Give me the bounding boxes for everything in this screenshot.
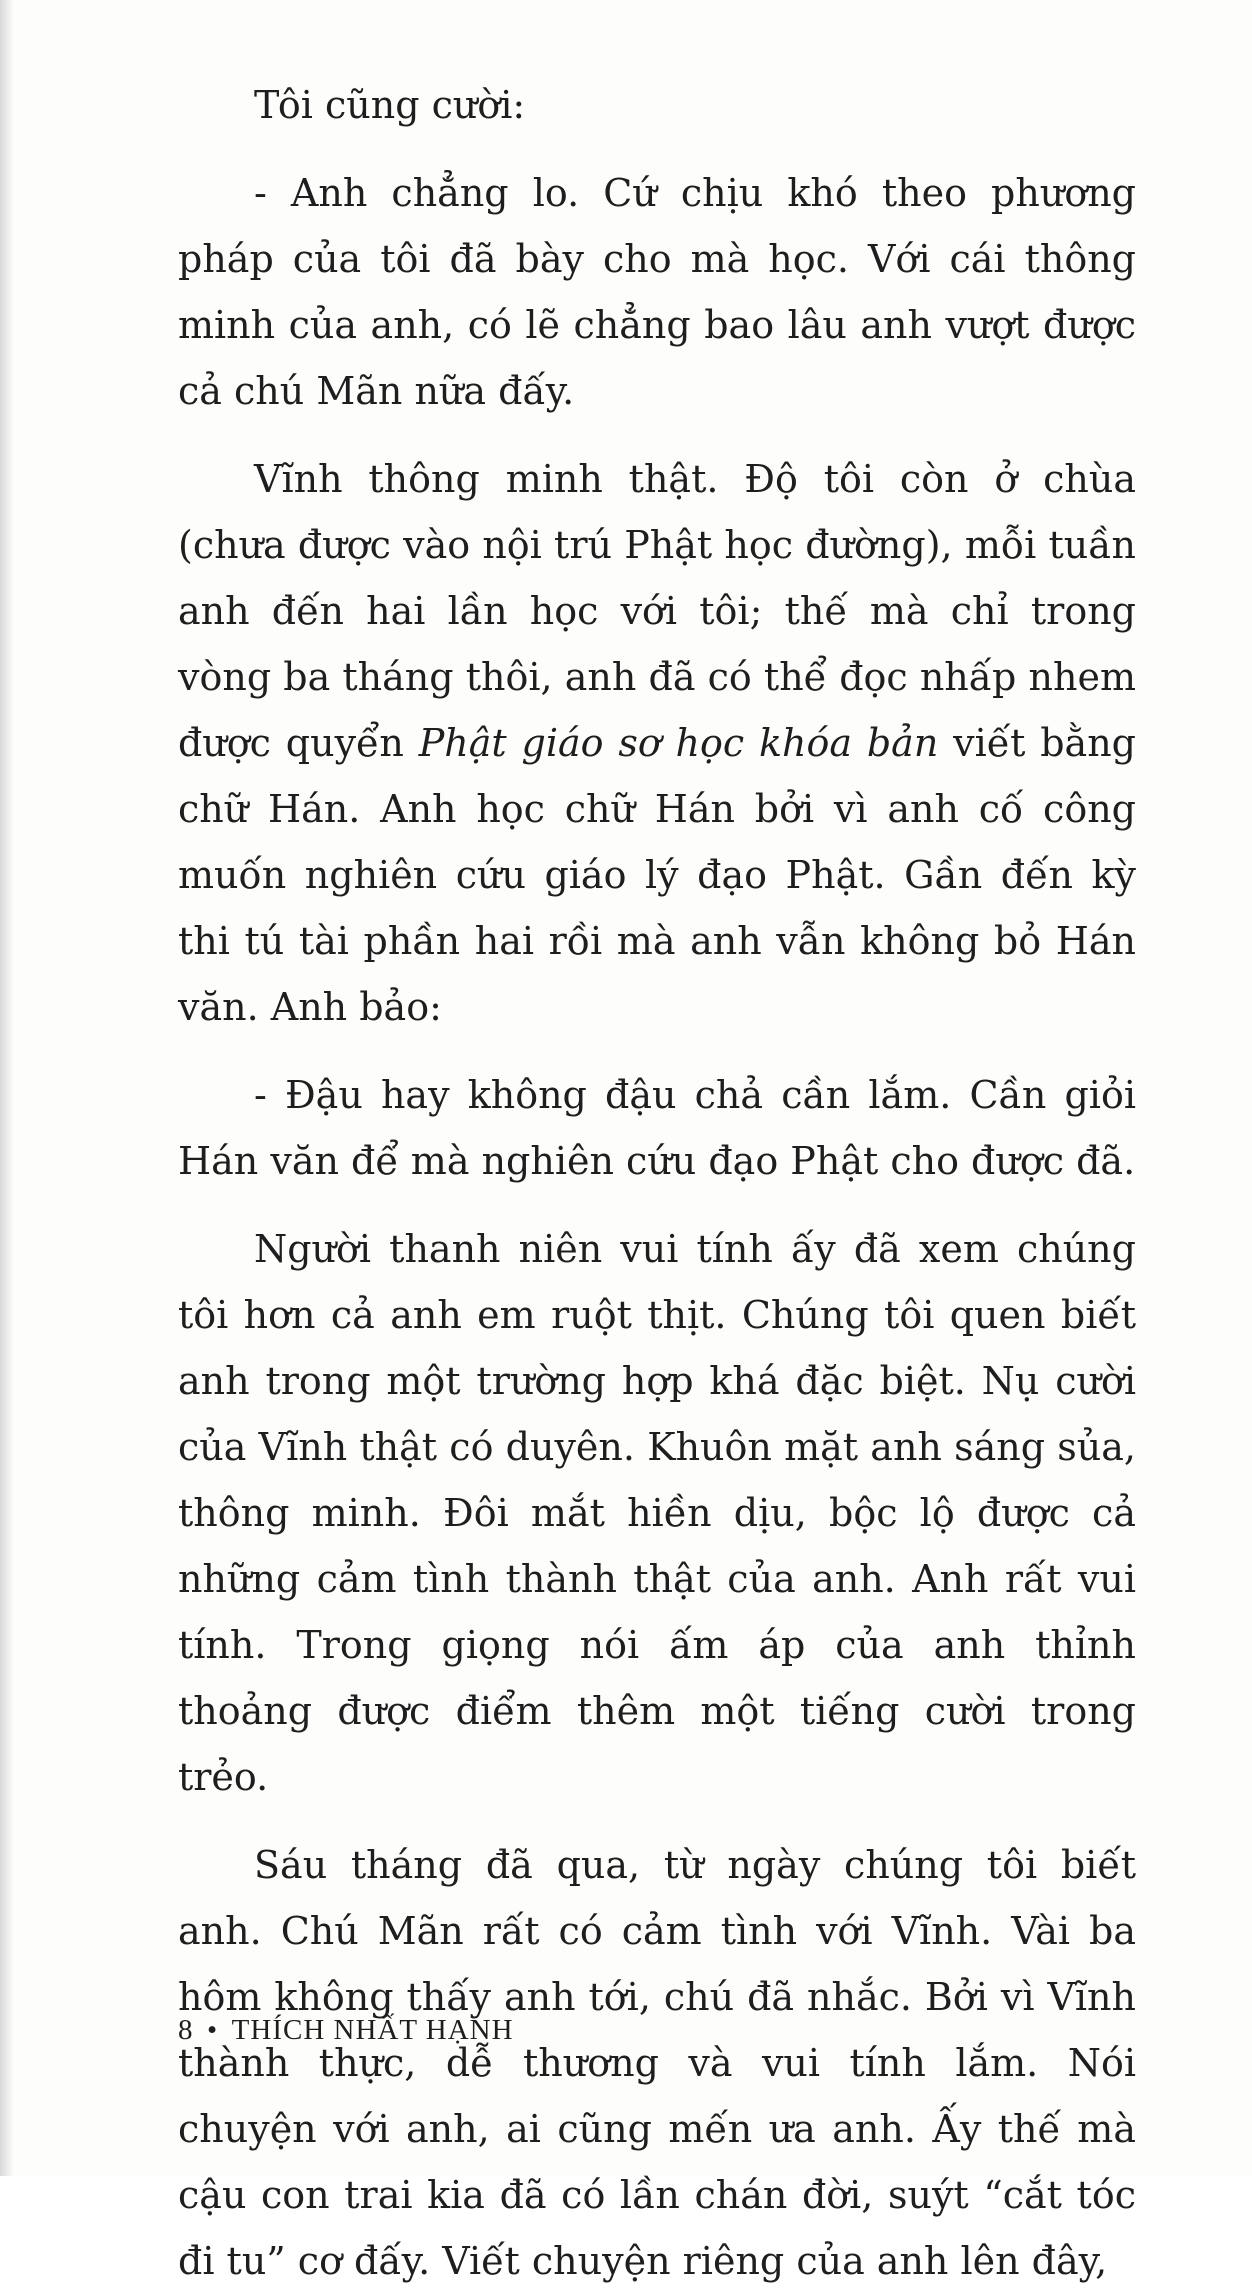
paragraph-4: - Đậu hay không đậu chả cần lắm. Cần giỏi Hán văn để mà nghiên cứu đạo Phật cho được đã. xyxy=(178,1073,1136,1183)
paragraph-1: Tôi cũng cười: xyxy=(254,83,526,127)
body-text xyxy=(178,72,1136,2294)
paragraph-3-text-a: Vĩnh thông minh thật. Độ tôi còn ở chùa (chưa được vào nội trú Phật học đường), mỗi tuần anh đến hai lần học với tôi; thế mà chỉ trong vòng ba tháng thôi, anh đã có thể đọc nhấp nhem được quyển xyxy=(178,457,1136,765)
paragraph-6: Sáu tháng đã qua, từ ngày chúng tôi biết anh. Chú Mãn rất có cảm tình với Vĩnh. Vài ba hôm không thấy anh tới, chú đã nhắc. Bởi vì Vĩnh thành thực, dễ thương và vui tính lắm. Nói chuyện với anh, ai cũng mến ưa anh. Ấy thế mà cậu con trai kia đã có lần chán đời, suýt “cắt tóc đi tu” cơ đấy. Viết chuyện riêng của anh lên đây, xyxy=(178,1843,1136,2283)
paragraph-3 xyxy=(178,446,1136,1040)
footer-separator: • xyxy=(207,2014,218,2046)
paragraph-2: - Anh chẳng lo. Cứ chịu khó theo phương pháp của tôi đã bày cho mà học. Với cái thông minh của anh, có lẽ chẳng bao lâu anh vượt được cả chú Mãn nữa đấy. xyxy=(178,171,1136,413)
book-title: Phật giáo sơ học khóa bản xyxy=(418,721,939,765)
page-number: 8 xyxy=(178,2014,193,2046)
binding-shadow xyxy=(0,0,14,2176)
paragraph-3-text-b: viết bằng chữ Hán. Anh học chữ Hán bởi vì anh cố công muốn nghiên cứu giáo lý đạo Phật. Gần đến kỳ thi tú tài phần hai rồi mà anh vẫn không bỏ Hán văn. Anh bảo: xyxy=(178,721,1136,1029)
author-name: THÍCH NHẤT HẠNH xyxy=(231,2014,514,2046)
page-footer xyxy=(178,2014,514,2047)
paragraph-5: Người thanh niên vui tính ấy đã xem chúng tôi hơn cả anh em ruột thịt. Chúng tôi quen biết anh trong một trường hợp khá đặc biệt. Nụ cười của Vĩnh thật có duyên. Khuôn mặt anh sáng sủa, thông minh. Đôi mắt hiền dịu, bộc lộ được cả những cảm tình thành thật của anh. Anh rất vui tính. Trong giọng nói ấm áp của anh thỉnh thoảng được điểm thêm một tiếng cười trong trẻo. xyxy=(178,1227,1136,1799)
